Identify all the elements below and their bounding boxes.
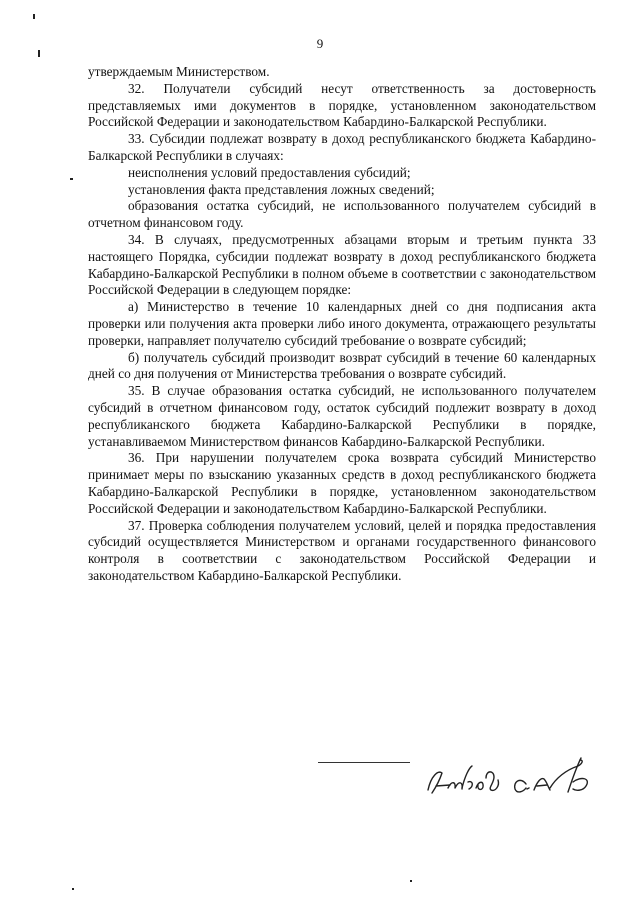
- paragraph-37: 37. Проверка соблюдения получателем условий, целей и порядка предоставления субсидий осуществляется Министерством и органами государственного финансового контроля в соответствии с законодательством Российской Федерации и законодательством Кабардино-Балкарской Республики.: [88, 517, 596, 583]
- list-item: установления факта представления ложных сведений;: [128, 181, 435, 197]
- sub-item-a: а) Министерство в течение 10 календарных дней со дня подписания акта проверки или получения акта проверки либо иного документа, отражающего результаты проверки, направляет получателю субсидий требование о возврате субсидий;: [88, 299, 596, 348]
- scan-mark: [70, 178, 73, 180]
- scan-mark: [38, 50, 40, 57]
- scan-mark: [72, 888, 74, 890]
- page-number: 9: [316, 36, 324, 51]
- paragraph-34: 34. В случаях, предусмотренных абзацами вторым и третьим пункта 33 настоящего Порядка, субсидии подлежат возврату в доход республиканского бюджета Кабардино-Балкарской Республики в полном объеме в соответствии с законодательством Российской Федерации в следующем порядке:: [88, 231, 596, 298]
- document-body: [88, 64, 596, 585]
- scan-mark: [33, 14, 35, 19]
- handwritten-signature: [310, 740, 610, 800]
- paragraph-33: 33. Субсидии подлежат возврату в доход республиканского бюджета Кабардино-Балкарской Республики в случаях:: [88, 131, 596, 163]
- paragraph-36: 36. При нарушении получателем срока возврата субсидий Министерство принимает меры по взысканию указанных средств в доход республиканского бюджета Кабардино-Балкарской Республики в порядке, установленном законодательством Российской Федерации и законодательством Кабардино-Балкарской Республики.: [88, 450, 596, 516]
- sub-item-b: б) получатель субсидий производит возврат субсидий в течение 60 календарных дней со дня получения от Министерства требования о возврате субсидий.: [88, 349, 596, 382]
- paragraph-32: 32. Получатели субсидий несут ответственность за достоверность представляемых ими документов в порядке, установленном законодательством Российской Федерации и законодательством Кабардино-Балкарской Республики.: [88, 80, 596, 130]
- scan-mark: [410, 880, 412, 882]
- paragraph-35: 35. В случае образования остатка субсидий, не использованного получателем субсидий в отчетном финансовом году, остаток субсидий подлежит возврату в доход республиканского бюджета Кабардино-Балкарской Республики в порядке, устанавливаемом Министерством финансов Кабардино-Балкарской Республики.: [88, 383, 596, 449]
- signature-block: [310, 740, 610, 800]
- list-item: неисполнения условий предоставления субсидий;: [128, 164, 411, 180]
- list-item: образования остатка субсидий, не использованного получателем субсидий в отчетном финансовом году.: [88, 198, 596, 231]
- paragraph: утверждаемым Министерством.: [88, 64, 270, 79]
